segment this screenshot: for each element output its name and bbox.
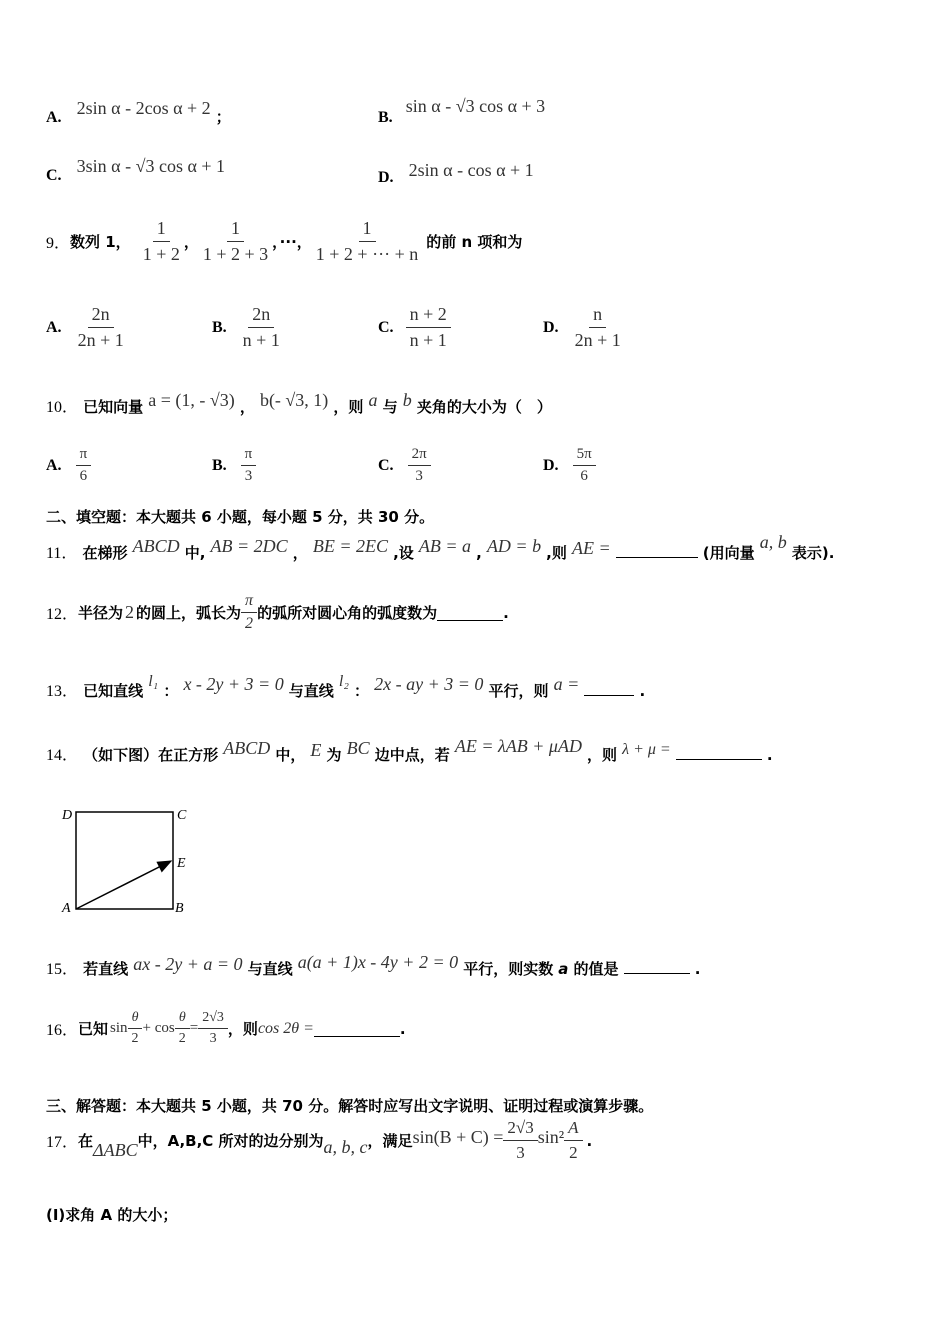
section-heading-fill-in: 二、填空题：本大题共 6 小题，每小题 5 分，共 30 分。 xyxy=(46,508,435,526)
question-text: 已知向量 xyxy=(83,398,144,416)
fraction xyxy=(139,218,184,265)
question-text: 若直线 xyxy=(83,960,129,978)
option-label: B. xyxy=(212,456,227,474)
q8-option-b[interactable] xyxy=(378,96,546,127)
question-text: (用向量 xyxy=(702,544,755,562)
vertex-label-c: C xyxy=(177,808,187,823)
fraction xyxy=(503,1118,537,1163)
fraction xyxy=(571,304,625,351)
option-expr: 2sin α - cos α + 1 xyxy=(408,160,534,180)
math: ax - 2y + a = 0 xyxy=(133,954,243,974)
option-label: D. xyxy=(378,169,394,186)
question-text: . xyxy=(586,1131,593,1150)
math: BC xyxy=(346,738,370,758)
math: ABCD xyxy=(132,536,180,556)
question-text: 的前 n 项和为 xyxy=(426,233,523,251)
option-label: A. xyxy=(46,109,62,126)
vertex-label-b: B xyxy=(175,901,184,916)
denominator: 6 xyxy=(79,468,88,484)
q10-option-a[interactable] xyxy=(46,446,91,485)
math: a, b xyxy=(759,532,787,552)
numerator: 1 xyxy=(359,218,376,242)
q10-option-b[interactable] xyxy=(212,446,256,485)
square-outline xyxy=(76,812,173,909)
denominator: 3 xyxy=(415,468,423,484)
denominator: 1 + 2 xyxy=(142,244,180,264)
fraction xyxy=(241,446,257,485)
question-text: 为 xyxy=(326,746,342,764)
vector-ae-arrow xyxy=(76,861,171,909)
fraction xyxy=(76,446,92,485)
question-15 xyxy=(46,952,701,979)
denominator: 2 xyxy=(131,1031,139,1046)
math: E xyxy=(310,740,322,760)
vector-b: b(- √3, 1) xyxy=(259,390,329,410)
q10-option-d[interactable] xyxy=(543,446,596,485)
math: a, b, c xyxy=(323,1137,368,1157)
question-text: . xyxy=(503,603,509,622)
math: a = xyxy=(553,674,580,694)
math: 2 xyxy=(125,602,135,622)
question-text: 在 xyxy=(78,1132,94,1150)
denominator: 2 xyxy=(569,1143,578,1162)
math: + cos xyxy=(142,1020,175,1036)
ellipsis: ，···， xyxy=(272,233,312,251)
math: a(a + 1)x - 4y + 2 = 0 xyxy=(297,952,459,972)
answer-blank[interactable] xyxy=(624,972,690,974)
question-11 xyxy=(46,532,835,563)
question-number: 9． xyxy=(46,235,71,252)
question-text: 已知 xyxy=(78,1020,109,1038)
question-text: 在梯形 xyxy=(82,544,128,562)
math: ABCD xyxy=(223,738,271,758)
vector-a-symbol: a xyxy=(368,390,378,410)
fraction xyxy=(128,1010,143,1047)
answer-blank[interactable] xyxy=(616,556,698,558)
question-text: . xyxy=(639,682,646,700)
question-number: 13． xyxy=(46,683,79,700)
denominator: 1 + 2 + ··· + n xyxy=(315,244,419,264)
fraction xyxy=(312,218,422,265)
question-number: 14． xyxy=(46,747,79,764)
question-text: 中, xyxy=(184,544,206,562)
question-text: . xyxy=(399,1019,406,1038)
q8-option-c[interactable] xyxy=(46,156,226,185)
question-text: ，满足 xyxy=(367,1132,413,1150)
question-text: ： xyxy=(163,682,179,700)
fraction xyxy=(175,1010,190,1047)
question-number: 12． xyxy=(46,606,79,623)
answer-blank[interactable] xyxy=(584,694,634,696)
question-text: . xyxy=(694,960,701,978)
question-text: ，则 xyxy=(333,398,364,416)
question-text: ， xyxy=(292,544,308,562)
denominator: 2n + 1 xyxy=(77,330,124,350)
numerator: θ xyxy=(128,1010,143,1029)
numerator: 1 xyxy=(227,218,244,242)
numerator: π xyxy=(241,592,257,613)
q9-option-a[interactable] xyxy=(46,304,128,351)
option-label: B. xyxy=(212,318,227,336)
math: BE = 2EC xyxy=(312,536,389,556)
point-label-e: E xyxy=(177,856,186,871)
section-heading-solutions: 三、解答题：本大题共 5 小题，共 70 分。解答时应写出文字说明、证明过程或演算步骤。 xyxy=(46,1097,654,1115)
fraction xyxy=(241,592,257,633)
question-text: 的值是 xyxy=(573,960,619,978)
q9-option-c[interactable] xyxy=(378,304,451,351)
question-17-part-1: (I)求角 A 的大小； xyxy=(46,1206,178,1224)
question-13 xyxy=(46,673,646,701)
numerator: 2n xyxy=(248,304,274,328)
question-9 xyxy=(46,218,522,265)
question-text: ，则 xyxy=(227,1020,258,1038)
option-label: D. xyxy=(543,456,559,474)
question-17 xyxy=(46,1118,592,1163)
answer-blank[interactable] xyxy=(314,1035,400,1037)
denominator: 1 + 2 + 3 xyxy=(202,244,269,264)
numerator: 2√3 xyxy=(198,1010,228,1029)
question-number: 10． xyxy=(46,399,79,416)
question-number: 15． xyxy=(46,961,79,978)
question-text: 中，A,B,C 所对的边分别为 xyxy=(137,1132,324,1150)
math: sin(B + C) = xyxy=(412,1127,504,1147)
question-text: 已知直线 xyxy=(83,682,144,700)
question-text: . xyxy=(766,746,773,764)
math: a xyxy=(558,960,569,978)
option-label: A. xyxy=(46,456,62,474)
option-expr: 3sin α - √3 cos α + 1 xyxy=(76,156,226,176)
answer-blank[interactable] xyxy=(437,619,503,621)
question-text: 半径为 xyxy=(78,604,124,622)
question-text: 边中点，若 xyxy=(374,746,450,764)
denominator: 2 xyxy=(245,615,254,632)
separator: ， xyxy=(239,398,255,416)
line-symbol: l₁ xyxy=(148,673,159,690)
question-text: 平行，则实数 xyxy=(463,960,554,978)
question-text: 数列 1， xyxy=(70,233,131,251)
question-text: 与直线 xyxy=(288,682,334,700)
answer-blank[interactable] xyxy=(676,758,762,760)
question-14 xyxy=(46,736,773,765)
separator: ， xyxy=(183,233,199,251)
q8-option-a[interactable] xyxy=(46,98,231,127)
vector-a: a = (1, - √3) xyxy=(148,390,235,410)
option-label: C. xyxy=(46,167,62,184)
option-label: D. xyxy=(543,318,559,336)
question-text: 的圆上，弧长为 xyxy=(136,604,242,622)
option-label: B. xyxy=(378,109,393,126)
numerator: 2n xyxy=(88,304,114,328)
question-16 xyxy=(46,1010,406,1047)
math: AE = λAB + μAD xyxy=(454,736,582,756)
question-text: ,设 xyxy=(393,544,414,562)
denominator: n + 1 xyxy=(242,330,280,350)
option-expr: 2sin α - 2cos α + 2 xyxy=(76,98,211,118)
q9-option-b[interactable] xyxy=(212,304,284,351)
math: x - 2y + 3 = 0 xyxy=(183,674,284,694)
question-text: 中， xyxy=(275,746,306,764)
option-label: C. xyxy=(378,456,394,474)
math: = xyxy=(189,1020,199,1036)
question-text: 与直线 xyxy=(247,960,293,978)
numerator: n xyxy=(589,304,606,328)
q10-option-c[interactable] xyxy=(378,446,431,485)
denominator: 2 xyxy=(178,1031,186,1046)
denominator: 3 xyxy=(244,468,253,484)
numerator: n + 2 xyxy=(406,304,451,328)
fraction xyxy=(74,304,128,351)
question-text: 表示). xyxy=(791,544,835,562)
q9-option-d[interactable] xyxy=(543,304,625,351)
numerator: 2√3 xyxy=(503,1118,537,1141)
fraction xyxy=(564,1118,582,1163)
question-text: , xyxy=(476,544,482,562)
option-expr: sin α - √3 cos α + 3 xyxy=(405,96,546,116)
option-tail: ； xyxy=(215,108,231,126)
math: AB = a xyxy=(418,536,472,556)
question-text: （如下图）在正方形 xyxy=(83,746,219,764)
math: AB = 2DC xyxy=(210,536,288,556)
math: AD = b xyxy=(486,536,542,556)
numerator: π xyxy=(241,446,257,466)
question-text: ，则 xyxy=(587,746,618,764)
math: sin² xyxy=(537,1127,565,1147)
math: cos 2θ = xyxy=(257,1019,314,1037)
math: 2x - ay + 3 = 0 xyxy=(374,674,484,694)
question-text: ： xyxy=(354,682,370,700)
fraction xyxy=(408,446,431,485)
vertex-label-a: A xyxy=(62,901,71,916)
numerator: θ xyxy=(175,1010,190,1029)
numerator: 2π xyxy=(408,446,431,466)
option-label: A. xyxy=(46,318,62,336)
vertex-label-d: D xyxy=(62,808,73,823)
question-text: 与 xyxy=(382,398,398,416)
question-text: 平行，则 xyxy=(488,682,549,700)
math: sin xyxy=(110,1020,128,1036)
numerator: π xyxy=(76,446,92,466)
question-10 xyxy=(46,390,552,417)
question-text: 的弧所对圆心角的弧度数为 xyxy=(257,604,438,622)
question-number: 11． xyxy=(46,545,78,562)
math: λ + μ = xyxy=(622,741,671,758)
denominator: 6 xyxy=(580,468,588,484)
line-symbol: l₂ xyxy=(338,673,349,690)
fraction xyxy=(199,218,272,265)
denominator: 3 xyxy=(209,1031,217,1046)
math: AE = xyxy=(571,538,611,558)
fraction xyxy=(198,1010,228,1047)
option-label: C. xyxy=(378,318,394,336)
denominator: n + 1 xyxy=(409,330,447,350)
denominator: 2n + 1 xyxy=(574,330,621,350)
question-text: 夹角的大小为（ ） xyxy=(416,398,552,416)
numerator: 5π xyxy=(573,446,596,466)
fraction xyxy=(573,446,596,485)
question-number: 16． xyxy=(46,1022,79,1039)
numerator: 1 xyxy=(153,218,170,242)
fraction xyxy=(406,304,451,351)
question-12 xyxy=(46,592,509,633)
q8-option-d[interactable] xyxy=(378,160,534,187)
vector-b-symbol: b xyxy=(402,390,412,410)
question-text: ,则 xyxy=(546,544,567,562)
fraction xyxy=(239,304,284,351)
question-number: 17． xyxy=(46,1134,79,1151)
math: ΔABC xyxy=(93,1140,138,1160)
square-figure xyxy=(56,800,196,920)
numerator: A xyxy=(564,1118,582,1141)
denominator: 3 xyxy=(516,1143,525,1162)
